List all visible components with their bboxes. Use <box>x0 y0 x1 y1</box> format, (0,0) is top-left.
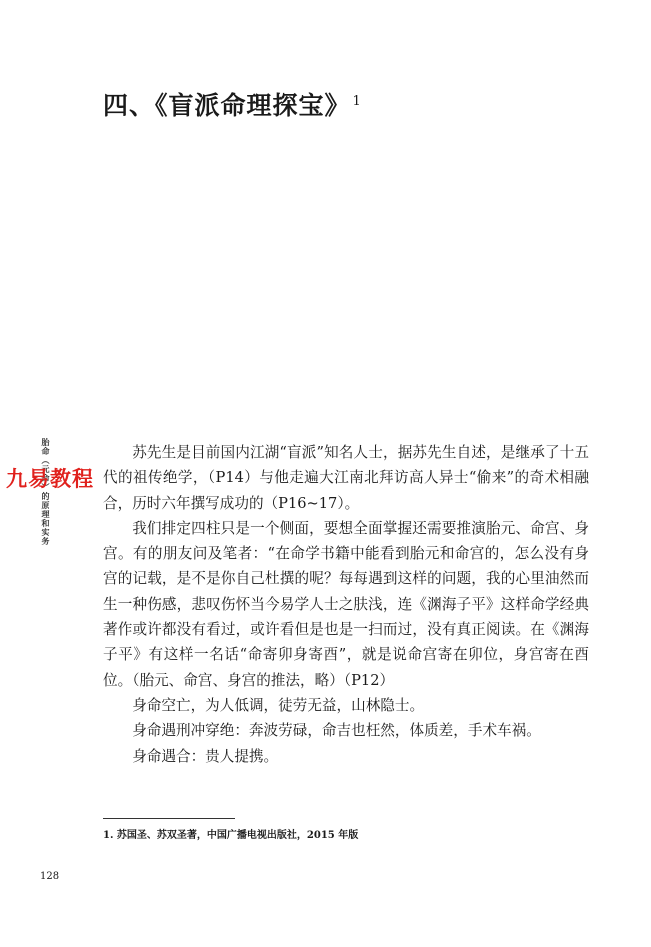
chapter-heading <box>103 86 362 122</box>
paragraph: 身命遇合：贵人提携。 <box>132 747 279 765</box>
footnote-marker: 1 <box>352 93 362 109</box>
watermark-text: 九易教程 <box>6 467 94 491</box>
footnote-divider <box>103 818 235 819</box>
body-text <box>103 440 589 769</box>
footnote: 1. 苏国圣、苏双圣著，中国广播电视出版社，2015 年版 <box>103 830 359 841</box>
paragraph: 我们排定四柱只是一个侧面，要想全面掌握还需要推演胎元、命宫、身宫。有的朋友问及笔者：“在命学书籍中能看到胎元和命宫的，怎么没有身宫的记载，是不是你自己杜撰的呢？每每遇到这样的问题，我的心里油然而生一种伤感，悲叹伤怀当今易学人士之肤浅，连《渊海子平》这样命学经典著作或许都没有看过，或许看但是也是一扫而过，没有真正阅读。在《渊海子平》有这样一名话“命寄卯身寄酉”，就是说命宫寄在卯位，身宫寄在酉位。（胎元、命宫、身宫的推法，略）（P12） <box>103 519 589 689</box>
page-number: 128 <box>40 871 60 882</box>
running-side-label: 胎命（元命）的原理和实务 <box>41 438 51 546</box>
paragraph: 苏先生是目前国内江湖“盲派”知名人士，据苏先生自述，是继承了十五代的祖传绝学，（P14）与他走遍大江南北拜访高人异士“偷来”的奇术相融合，历时六年撰写成功的（P16~17）。 <box>103 444 589 512</box>
paragraph: 身命空亡，为人低调，徒劳无益，山林隐士。 <box>132 696 425 714</box>
paragraph: 身命遇刑冲穿绝：奔波劳碌，命吉也枉然，体质差，手术车祸。 <box>132 722 541 740</box>
chapter-heading-text: 四、《盲派命理探宝》 <box>103 91 351 120</box>
